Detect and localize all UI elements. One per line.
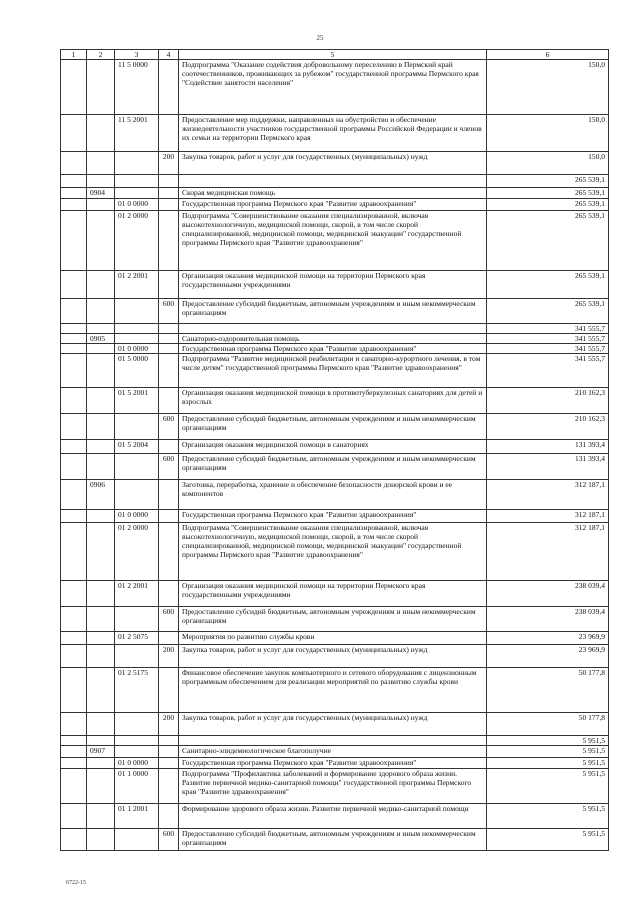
cell-section xyxy=(87,454,115,480)
cell-col1 xyxy=(61,115,87,152)
cell-section xyxy=(87,271,115,299)
cell-col1 xyxy=(61,454,87,480)
cell-col1 xyxy=(61,354,87,388)
cell-expense-type xyxy=(159,769,179,804)
cell-target-code xyxy=(115,713,159,736)
cell-target-code xyxy=(115,324,159,334)
cell-target-code: 01 0 0000 xyxy=(115,510,159,523)
table-row xyxy=(61,388,609,414)
cell-description: Закупка товаров, работ и услуг для государственных (муниципальных) нужд xyxy=(179,645,487,668)
cell-col1 xyxy=(61,736,87,746)
cell-amount: 265 539,1 xyxy=(487,271,609,299)
cell-target-code: 01 2 2001 xyxy=(115,581,159,607)
cell-amount: 150,0 xyxy=(487,60,609,115)
cell-target-code xyxy=(115,746,159,758)
cell-expense-type xyxy=(159,199,179,211)
cell-amount: 238 039,4 xyxy=(487,581,609,607)
cell-expense-type: 200 xyxy=(159,713,179,736)
cell-amount: 265 539,1 xyxy=(487,188,609,199)
cell-target-code xyxy=(115,414,159,440)
table-row xyxy=(61,344,609,354)
cell-section xyxy=(87,440,115,454)
cell-description: Заготовка, переработка, хранение и обеспечение безопасности донорской крови и ее компонентов xyxy=(179,480,487,510)
cell-amount: 5 951,5 xyxy=(487,736,609,746)
cell-expense-type xyxy=(159,632,179,645)
cell-section xyxy=(87,354,115,388)
cell-target-code xyxy=(115,829,159,851)
cell-amount: 341 555,7 xyxy=(487,344,609,354)
table-row xyxy=(61,746,609,758)
cell-amount: 238 039,4 xyxy=(487,607,609,632)
cell-amount: 265 539,1 xyxy=(487,199,609,211)
table-row xyxy=(61,152,609,175)
table-row xyxy=(61,736,609,746)
cell-amount: 23 969,9 xyxy=(487,645,609,668)
cell-section xyxy=(87,607,115,632)
cell-section xyxy=(87,324,115,334)
cell-description: Государственная программа Пермского края "Развитие здравоохранения" xyxy=(179,510,487,523)
cell-col1 xyxy=(61,804,87,829)
cell-col1 xyxy=(61,188,87,199)
cell-col1 xyxy=(61,480,87,510)
cell-description: Закупка товаров, работ и услуг для государственных (муниципальных) нужд xyxy=(179,713,487,736)
cell-amount: 265 539,1 xyxy=(487,211,609,271)
table-row xyxy=(61,769,609,804)
cell-expense-type xyxy=(159,804,179,829)
table-row xyxy=(61,324,609,334)
table-row xyxy=(61,440,609,454)
cell-amount: 341 555,7 xyxy=(487,324,609,334)
cell-amount: 5 951,5 xyxy=(487,804,609,829)
cell-description xyxy=(179,175,487,188)
cell-section xyxy=(87,152,115,175)
cell-description: Подпрограмма "Оказание содействия добровольному переселению в Пермский край соотечественников, проживающих за рубежом" государственной программы Пермского края "Содействие занятости населения" xyxy=(179,60,487,115)
table-row xyxy=(61,199,609,211)
header-cell: 3 xyxy=(115,50,159,60)
cell-expense-type xyxy=(159,758,179,769)
cell-col1 xyxy=(61,746,87,758)
cell-expense-type: 200 xyxy=(159,645,179,668)
cell-amount: 5 951,5 xyxy=(487,758,609,769)
table-row xyxy=(61,713,609,736)
cell-col1 xyxy=(61,211,87,271)
table-row xyxy=(61,175,609,188)
table-row xyxy=(61,804,609,829)
cell-expense-type: 600 xyxy=(159,414,179,440)
cell-section xyxy=(87,758,115,769)
cell-col1 xyxy=(61,581,87,607)
cell-description: Предоставление субсидий бюджетным, автономным учреждениям и иным некоммерческим организациям xyxy=(179,607,487,632)
cell-section xyxy=(87,769,115,804)
cell-target-code: 01 2 2001 xyxy=(115,271,159,299)
cell-amount: 150,0 xyxy=(487,152,609,175)
table-row xyxy=(61,354,609,388)
cell-section xyxy=(87,713,115,736)
cell-description: Закупка товаров, работ и услуг для государственных (муниципальных) нужд xyxy=(179,152,487,175)
table-row xyxy=(61,188,609,199)
cell-target-code xyxy=(115,607,159,632)
cell-amount: 5 951,5 xyxy=(487,769,609,804)
cell-expense-type xyxy=(159,354,179,388)
cell-description: Предоставление субсидий бюджетным, автономным учреждениям и иным некоммерческим организациям xyxy=(179,829,487,851)
cell-col1 xyxy=(61,668,87,713)
cell-target-code: 01 2 0000 xyxy=(115,523,159,581)
cell-description: Организация оказания медицинской помощи в санаториях xyxy=(179,440,487,454)
cell-section xyxy=(87,804,115,829)
cell-description: Финансовое обеспечение закупок компьютерного и сетевого оборудования с лицензионным программным обеспечением для реализации мероприятий по развитию службы крови xyxy=(179,668,487,713)
cell-description: Скорая медицинская помощь xyxy=(179,188,487,199)
cell-amount: 210 162,3 xyxy=(487,388,609,414)
cell-description: Формирование здорового образа жизни. Развитие первичной медико-санитарной помощи xyxy=(179,804,487,829)
cell-col1 xyxy=(61,510,87,523)
table-row xyxy=(61,645,609,668)
cell-description: Государственная программа Пермского края "Развитие здравоохранения" xyxy=(179,344,487,354)
cell-col1 xyxy=(61,645,87,668)
cell-col1 xyxy=(61,60,87,115)
cell-expense-type xyxy=(159,211,179,271)
cell-section xyxy=(87,668,115,713)
cell-section xyxy=(87,175,115,188)
cell-section xyxy=(87,60,115,115)
cell-description: Предоставление субсидий бюджетным, автономным учреждениям и иным некоммерческим организациям xyxy=(179,454,487,480)
cell-target-code: 01 0 0000 xyxy=(115,199,159,211)
header-cell: 2 xyxy=(87,50,115,60)
cell-description: Подпрограмма "Развитие медицинской реабилитации и санаторно-курортного лечения, в том числе детям" государственной программы Пермского края "Развитие здравоохранения" xyxy=(179,354,487,388)
cell-expense-type xyxy=(159,510,179,523)
cell-target-code xyxy=(115,175,159,188)
cell-description: Государственная программа Пермского края "Развитие здравоохранения" xyxy=(179,758,487,769)
cell-description: Организация оказания медицинской помощи на территории Пермского края государственными учреждениями xyxy=(179,581,487,607)
cell-col1 xyxy=(61,829,87,851)
table-row xyxy=(61,607,609,632)
cell-section: 0905 xyxy=(87,334,115,344)
cell-col1 xyxy=(61,414,87,440)
table-row xyxy=(61,211,609,271)
cell-section xyxy=(87,523,115,581)
header-cell: 5 xyxy=(179,50,487,60)
cell-expense-type: 200 xyxy=(159,152,179,175)
cell-expense-type xyxy=(159,60,179,115)
cell-target-code xyxy=(115,188,159,199)
table-header-row xyxy=(61,50,609,60)
cell-section xyxy=(87,388,115,414)
cell-expense-type xyxy=(159,271,179,299)
cell-expense-type xyxy=(159,188,179,199)
cell-expense-type xyxy=(159,523,179,581)
cell-target-code: 01 0 0000 xyxy=(115,758,159,769)
cell-description: Санитарно-эпидемиологическое благополучие xyxy=(179,746,487,758)
cell-expense-type: 600 xyxy=(159,299,179,324)
cell-target-code: 01 5 0000 xyxy=(115,354,159,388)
cell-target-code xyxy=(115,299,159,324)
cell-section xyxy=(87,211,115,271)
cell-target-code: 01 2 0000 xyxy=(115,211,159,271)
table-row xyxy=(61,454,609,480)
cell-section: 0907 xyxy=(87,746,115,758)
cell-expense-type xyxy=(159,736,179,746)
cell-section xyxy=(87,414,115,440)
cell-expense-type xyxy=(159,334,179,344)
budget-table-body xyxy=(61,50,609,851)
cell-amount: 341 555,7 xyxy=(487,354,609,388)
cell-col1 xyxy=(61,344,87,354)
cell-description: Организация оказания медицинской помощи в противотуберкулезных санаториях для детей и взрослых xyxy=(179,388,487,414)
cell-col1 xyxy=(61,199,87,211)
cell-amount: 50 177,8 xyxy=(487,713,609,736)
cell-target-code: 11 5 2001 xyxy=(115,115,159,152)
cell-col1 xyxy=(61,152,87,175)
cell-amount: 5 951,5 xyxy=(487,746,609,758)
cell-expense-type xyxy=(159,344,179,354)
cell-col1 xyxy=(61,271,87,299)
cell-description: Подпрограмма "Профилактика заболеваний и формирование здорового образа жизни. Развитие первичной медико-санитарной помощи" государственной программы Пермского края "Развитие здравоохранения" xyxy=(179,769,487,804)
cell-target-code: 01 0 0000 xyxy=(115,344,159,354)
cell-description: Подпрограмма "Совершенствование оказания специализированной, включая высокотехнологичную, медицинской помощи, скорой, в том числе скорой специализированной, медицинской помощи, медицинской эвакуации" государственной программы Пермского края "Развитие здравоохранения" xyxy=(179,523,487,581)
cell-description xyxy=(179,324,487,334)
cell-target-code: 01 2 5075 xyxy=(115,632,159,645)
cell-description: Подпрограмма "Совершенствование оказания специализированной, включая высокотехнологичную, медицинской помощи, скорой, в том числе скорой специализированной, медицинской помощи, медицинской эвакуации" государственной программы Пермского края "Развитие здравоохранения" xyxy=(179,211,487,271)
cell-section: 0906 xyxy=(87,480,115,510)
table-row xyxy=(61,480,609,510)
cell-amount: 131 393,4 xyxy=(487,454,609,480)
cell-description: Мероприятия по развитию службы крови xyxy=(179,632,487,645)
cell-amount: 23 969,9 xyxy=(487,632,609,645)
cell-amount: 5 951,5 xyxy=(487,829,609,851)
cell-col1 xyxy=(61,388,87,414)
cell-target-code: 01 5 2004 xyxy=(115,440,159,454)
cell-amount: 312 187,1 xyxy=(487,510,609,523)
cell-amount: 50 177,8 xyxy=(487,668,609,713)
cell-col1 xyxy=(61,175,87,188)
table-row xyxy=(61,334,609,344)
table-row xyxy=(61,299,609,324)
cell-section xyxy=(87,115,115,152)
cell-expense-type xyxy=(159,440,179,454)
cell-target-code: 01 1 0000 xyxy=(115,769,159,804)
cell-description: Предоставление мер поддержки, направленных на обустройство и обеспечение жизнедеятельности участников государственной программы Российской Федерации и членов их семьи на территории Пермского края xyxy=(179,115,487,152)
cell-section xyxy=(87,344,115,354)
cell-target-code: 01 2 5175 xyxy=(115,668,159,713)
cell-section xyxy=(87,581,115,607)
cell-target-code xyxy=(115,736,159,746)
cell-description: Государственная программа Пермского края "Развитие здравоохранения" xyxy=(179,199,487,211)
header-cell: 1 xyxy=(61,50,87,60)
cell-amount: 265 539,1 xyxy=(487,175,609,188)
cell-description: Предоставление субсидий бюджетным, автономным учреждениям и иным некоммерческим организациям xyxy=(179,414,487,440)
table-row xyxy=(61,414,609,440)
cell-expense-type xyxy=(159,388,179,414)
cell-section xyxy=(87,829,115,851)
cell-expense-type xyxy=(159,746,179,758)
budget-table xyxy=(60,49,609,851)
cell-target-code xyxy=(115,645,159,668)
cell-target-code xyxy=(115,334,159,344)
cell-col1 xyxy=(61,334,87,344)
cell-amount: 150,0 xyxy=(487,115,609,152)
table-row xyxy=(61,829,609,851)
cell-target-code: 01 5 2001 xyxy=(115,388,159,414)
cell-expense-type xyxy=(159,480,179,510)
cell-col1 xyxy=(61,632,87,645)
cell-col1 xyxy=(61,607,87,632)
cell-section xyxy=(87,632,115,645)
cell-expense-type xyxy=(159,581,179,607)
table-row xyxy=(61,510,609,523)
cell-col1 xyxy=(61,324,87,334)
cell-target-code xyxy=(115,152,159,175)
page-number: 25 xyxy=(316,34,324,42)
cell-description xyxy=(179,736,487,746)
cell-col1 xyxy=(61,440,87,454)
cell-amount: 341 555,7 xyxy=(487,334,609,344)
cell-target-code: 11 5 0000 xyxy=(115,60,159,115)
cell-description: Санаторно-оздоровительная помощь xyxy=(179,334,487,344)
cell-section xyxy=(87,645,115,668)
cell-amount: 210 162,3 xyxy=(487,414,609,440)
table-row xyxy=(61,668,609,713)
cell-expense-type xyxy=(159,668,179,713)
cell-section xyxy=(87,510,115,523)
table-row xyxy=(61,60,609,115)
cell-amount: 312 187,1 xyxy=(487,480,609,510)
cell-amount: 312 187,1 xyxy=(487,523,609,581)
cell-section xyxy=(87,199,115,211)
table-row xyxy=(61,581,609,607)
cell-col1 xyxy=(61,299,87,324)
cell-amount: 131 393,4 xyxy=(487,440,609,454)
cell-target-code xyxy=(115,480,159,510)
cell-section: 0904 xyxy=(87,188,115,199)
cell-expense-type xyxy=(159,175,179,188)
cell-expense-type xyxy=(159,115,179,152)
cell-section xyxy=(87,299,115,324)
cell-expense-type: 600 xyxy=(159,607,179,632)
table-row xyxy=(61,632,609,645)
cell-col1 xyxy=(61,523,87,581)
table-row xyxy=(61,523,609,581)
cell-section xyxy=(87,736,115,746)
table-row xyxy=(61,271,609,299)
table-row xyxy=(61,115,609,152)
cell-col1 xyxy=(61,758,87,769)
cell-expense-type: 600 xyxy=(159,454,179,480)
cell-expense-type: 600 xyxy=(159,829,179,851)
cell-target-code xyxy=(115,454,159,480)
footer-code: 6722-15 xyxy=(66,880,86,886)
header-cell: 6 xyxy=(487,50,609,60)
header-cell: 4 xyxy=(159,50,179,60)
table-row xyxy=(61,758,609,769)
cell-description: Организация оказания медицинской помощи на территории Пермского края государственными учреждениями xyxy=(179,271,487,299)
cell-amount: 265 539,1 xyxy=(487,299,609,324)
cell-expense-type xyxy=(159,324,179,334)
cell-description: Предоставление субсидий бюджетным, автономным учреждениям и иным некоммерческим организациям xyxy=(179,299,487,324)
cell-target-code: 01 1 2001 xyxy=(115,804,159,829)
cell-col1 xyxy=(61,713,87,736)
cell-col1 xyxy=(61,769,87,804)
